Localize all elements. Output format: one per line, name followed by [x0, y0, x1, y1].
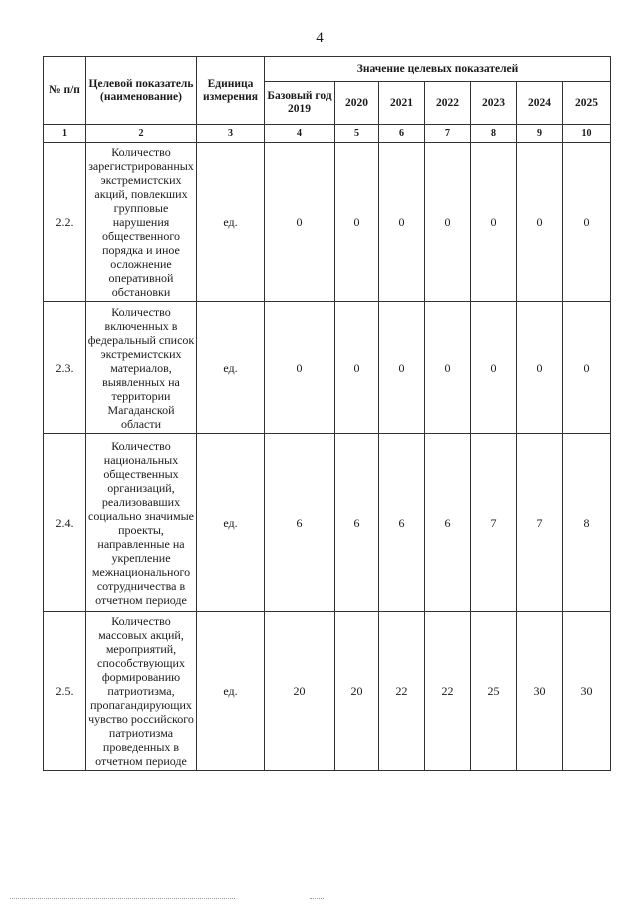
column-numbers-row: [44, 125, 611, 143]
value-cell: 20: [265, 612, 335, 771]
value-cell: 0: [265, 302, 335, 434]
column-number: 6: [379, 125, 425, 143]
column-number: 9: [517, 125, 563, 143]
value-cell: 0: [379, 143, 425, 302]
unit: ед.: [197, 434, 265, 612]
value-cell: 7: [471, 434, 517, 612]
header-year: 2025: [563, 82, 611, 125]
value-cell: 30: [517, 612, 563, 771]
header-row: [44, 57, 611, 82]
value-cell: 0: [563, 143, 611, 302]
indicator-name: Количество зарегистрированных экстремистских акций, повлекших групповые нарушения общественного порядка и иное осложнение оперативной обстановки: [86, 143, 197, 302]
column-number: 7: [425, 125, 471, 143]
column-number: 5: [335, 125, 379, 143]
value-cell: 20: [335, 612, 379, 771]
column-number: 3: [197, 125, 265, 143]
value-cell: 25: [471, 612, 517, 771]
column-number: 4: [265, 125, 335, 143]
unit: ед.: [197, 302, 265, 434]
header-base-year: Базовый год 2019: [265, 82, 335, 125]
value-cell: 6: [379, 434, 425, 612]
unit: ед.: [197, 612, 265, 771]
column-number: 8: [471, 125, 517, 143]
value-cell: 6: [425, 434, 471, 612]
unit: ед.: [197, 143, 265, 302]
header-year: 2021: [379, 82, 425, 125]
value-cell: 6: [335, 434, 379, 612]
value-cell: 0: [517, 302, 563, 434]
value-cell: 0: [265, 143, 335, 302]
header-year: 2022: [425, 82, 471, 125]
table-row: [44, 143, 611, 302]
value-cell: 8: [563, 434, 611, 612]
value-cell: 0: [379, 302, 425, 434]
row-num: 2.4.: [44, 434, 86, 612]
column-number: 10: [563, 125, 611, 143]
value-cell: 6: [265, 434, 335, 612]
value-cell: 0: [517, 143, 563, 302]
value-cell: 30: [563, 612, 611, 771]
value-cell: 22: [425, 612, 471, 771]
row-num: 2.5.: [44, 612, 86, 771]
value-cell: 0: [335, 143, 379, 302]
value-cell: 7: [517, 434, 563, 612]
value-cell: 0: [471, 143, 517, 302]
header-unit: Единица измерения: [197, 57, 265, 125]
header-num: № п/п: [44, 57, 86, 125]
value-cell: 0: [425, 143, 471, 302]
header-indicator: Целевой показатель (наименование): [86, 57, 197, 125]
header-values-group: Значение целевых показателей: [265, 57, 611, 82]
row-num: 2.2.: [44, 143, 86, 302]
table-row: [44, 302, 611, 434]
column-number: 1: [44, 125, 86, 143]
header-year: 2020: [335, 82, 379, 125]
indicator-name: Количество массовых акций, мероприятий, способствующих формированию патриотизма, пропагандирующих чувство российского патриотизма проведенных в отчетном периоде: [86, 612, 197, 771]
value-cell: 0: [335, 302, 379, 434]
value-cell: 0: [563, 302, 611, 434]
value-cell: 0: [471, 302, 517, 434]
scan-artifact-line: [310, 898, 324, 899]
indicator-name: Количество включенных в федеральный список экстремистских материалов, выявленных на территории Магаданской области: [86, 302, 197, 434]
indicator-name: Количество национальных общественных организаций, реализовавших социально значимые проекты, направленные на укрепление межнационального сотрудничества в отчетном периоде: [86, 434, 197, 612]
table-row: [44, 434, 611, 612]
header-year: 2024: [517, 82, 563, 125]
row-num: 2.3.: [44, 302, 86, 434]
table-row: [44, 612, 611, 771]
column-number: 2: [86, 125, 197, 143]
page-number: 4: [316, 30, 324, 46]
value-cell: 0: [425, 302, 471, 434]
scan-artifact-line: [10, 898, 235, 899]
header-year: 2023: [471, 82, 517, 125]
target-indicators-table: [43, 56, 611, 771]
value-cell: 22: [379, 612, 425, 771]
